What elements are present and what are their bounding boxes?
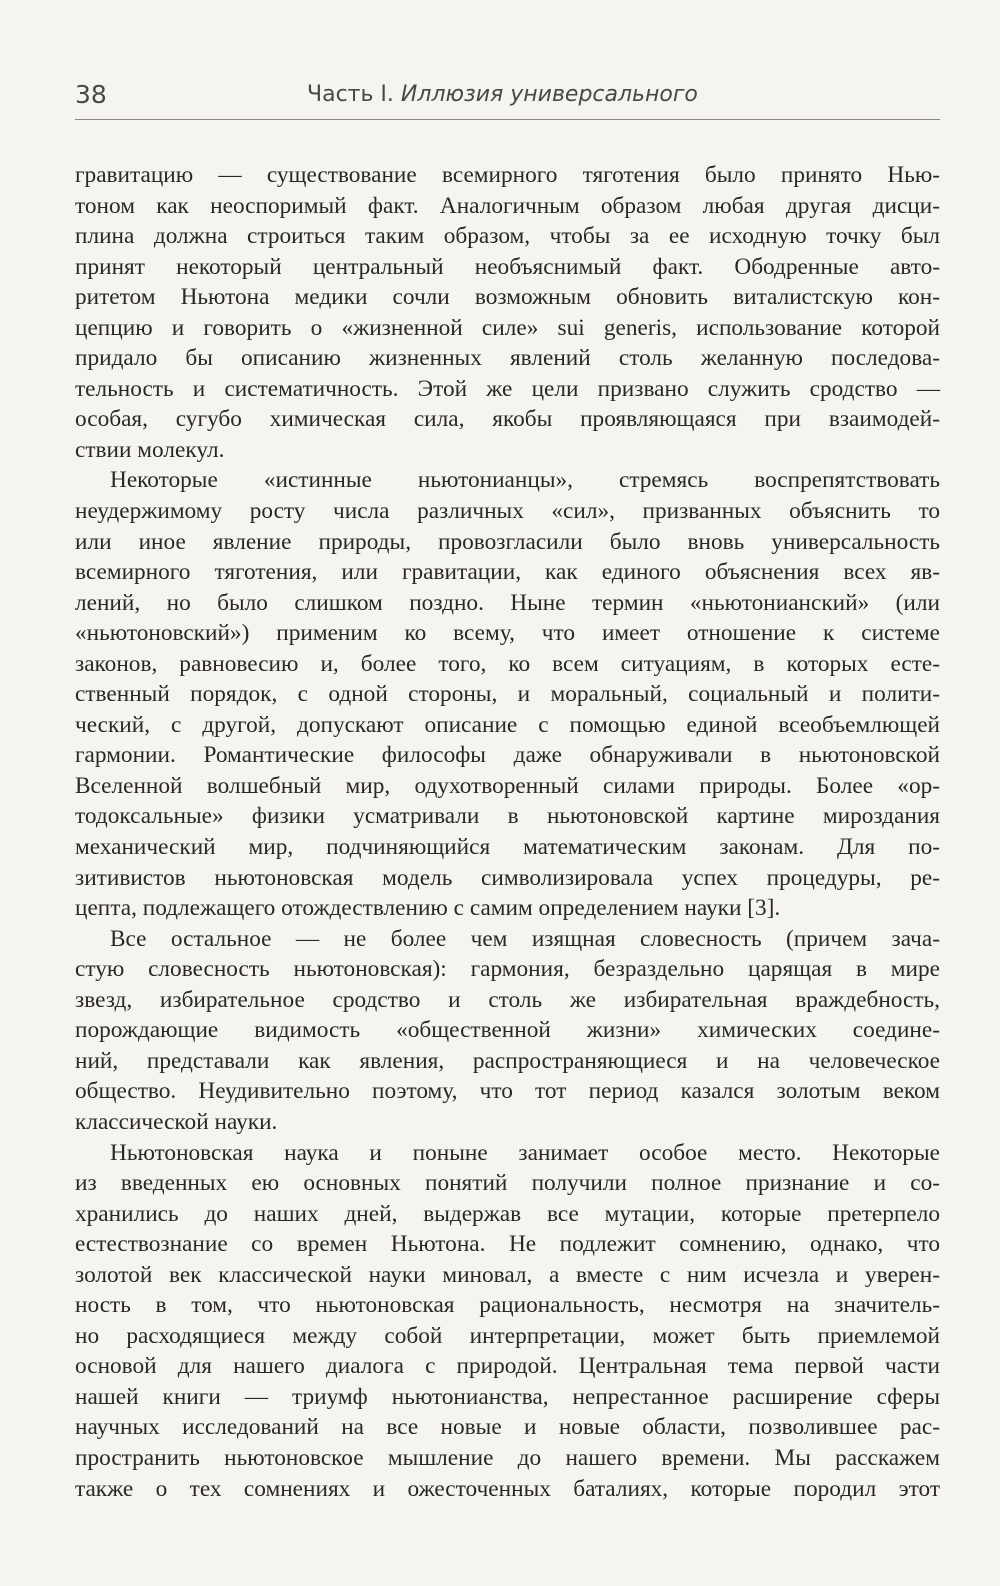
text-line: неудержимому росту числа различных «сил», призванных объяснить то (75, 498, 940, 525)
text-line: плина должна строиться таким образом, чтобы за ее исходную точку был (75, 223, 940, 250)
text-line: законов, равновесию и, более того, ко всем ситуациям, в которых есте- (75, 650, 940, 677)
text-line: гравитацию — существование всемирного тяготения было принято Нью- (75, 162, 940, 188)
page-number: 38 (75, 80, 107, 109)
text-line: общество. Неудивительно поэтому, что тот период казался золотым веком (75, 1078, 940, 1105)
text-line: цепта, подлежащего отождествлению с самим определением науки [3]. (75, 895, 781, 922)
text-line: «ньютоновский») применим ко всему, что имеет отношение к системе (75, 620, 940, 647)
text-line: порождающие видимость «общественной жизни» химических соедине- (75, 1017, 940, 1044)
text-line: Все остальное — не более чем изящная словесность (причем зача- (110, 925, 940, 952)
text-line: Ньютоновская наука и поныне занимает особое место. Некоторые (110, 1139, 940, 1166)
header-rule (75, 119, 940, 120)
text-line: ственный порядок, с одной стороны, и моральный, социальный и полити- (75, 681, 940, 708)
text-line: особая, сугубо химическая сила, якобы проявляющаяся при взаимодей- (75, 406, 940, 433)
text-line: классической науки. (75, 1108, 278, 1135)
text-line: также о тех сомнениях и ожесточенных баталиях, которые породил этот (75, 1475, 940, 1502)
text-line: зитивистов ньютоновская модель символизировала успех процедуры, ре- (75, 864, 940, 891)
text-line: тельность и систематичность. Этой же цели призвано служить сродство — (75, 375, 940, 402)
text-line: золотой век классической науки миновал, а вместе с ним исчезла и уверен- (75, 1261, 940, 1288)
text-line: пространить ньютоновское мышление до нашего времени. Мы расскажем (75, 1444, 940, 1471)
paragraph (75, 465, 940, 923)
text-line: научных исследований на все новые и новые области, позволившее рас- (75, 1414, 940, 1441)
text-line: тодоксальные» физики усматривали в ньютоновской картине мироздания (75, 803, 940, 830)
paragraph (75, 160, 940, 465)
text-line: цепцию и говорить о «жизненной силе» sui generis, использование которой (75, 314, 940, 341)
text-line: или иное явление природы, провозгласили было вновь универсальность (75, 528, 940, 555)
text-line: Некоторые «истинные ньютонианцы», стремясь воспрепятствовать (110, 467, 940, 494)
text-line: механический мир, подчиняющийся математическим законам. Для по- (75, 834, 940, 861)
text-line: ческий, с другой, допускают описание с помощью единой всеобъемлющей (75, 711, 940, 738)
text-line: ность в том, что ньютоновская рациональность, несмотря на значитель- (75, 1292, 940, 1319)
text-line: ний, представали как явления, распространяющиеся и на человеческое (75, 1047, 940, 1074)
text-line: ствии молекул. (75, 436, 225, 463)
text-line: Вселенной волшебный мир, одухотворенный силами природы. Более «ор- (75, 772, 940, 799)
text-line: но расходящиеся между собой интерпретации, может быть приемлемой (75, 1322, 940, 1349)
running-header (75, 76, 940, 116)
text-line: всемирного тяготения, или гравитации, как единого объяснения всех яв- (75, 559, 940, 586)
text-line: хранились до наших дней, выдержав все мутации, которые претерпело (75, 1200, 940, 1227)
text-line: естествознание со времен Ньютона. Не подлежит сомнению, однако, что (75, 1231, 940, 1258)
text-line: из введенных ею основных понятий получили полное признание и со- (75, 1170, 940, 1197)
text-line: придало бы описанию жизненных явлений столь желанную последова- (75, 345, 940, 372)
body-text (75, 160, 940, 1504)
running-title (307, 82, 698, 107)
paragraph (75, 1138, 940, 1505)
text-line: тоном как неоспоримый факт. Аналогичным образом любая другая дисци- (75, 192, 940, 219)
text-line: принят некоторый центральный необъяснимый факт. Ободренные авто- (75, 253, 940, 280)
text-line: ритетом Ньютона медики сочли возможным обновить виталистскую кон- (75, 284, 940, 311)
text-line: основой для нашего диалога с природой. Центральная тема первой части (75, 1353, 940, 1380)
part-title: Иллюзия универсального (400, 82, 698, 107)
paragraph (75, 924, 940, 1138)
text-line: стую словесность ньютоновская): гармония, безраздельно царящая в мире (75, 956, 940, 983)
text-line: нашей книги — триумф ньютонианства, непрестанное расширение сферы (75, 1383, 940, 1410)
text-line: гармонии. Романтические философы даже обнаруживали в ньютоновской (75, 742, 940, 769)
text-line: лений, но было слишком поздно. Ныне термин «ньютонианский» (или (75, 589, 940, 616)
text-line: звезд, избирательное сродство и столь же избирательная враждебность, (75, 986, 940, 1013)
part-label: Часть I. (307, 82, 394, 107)
